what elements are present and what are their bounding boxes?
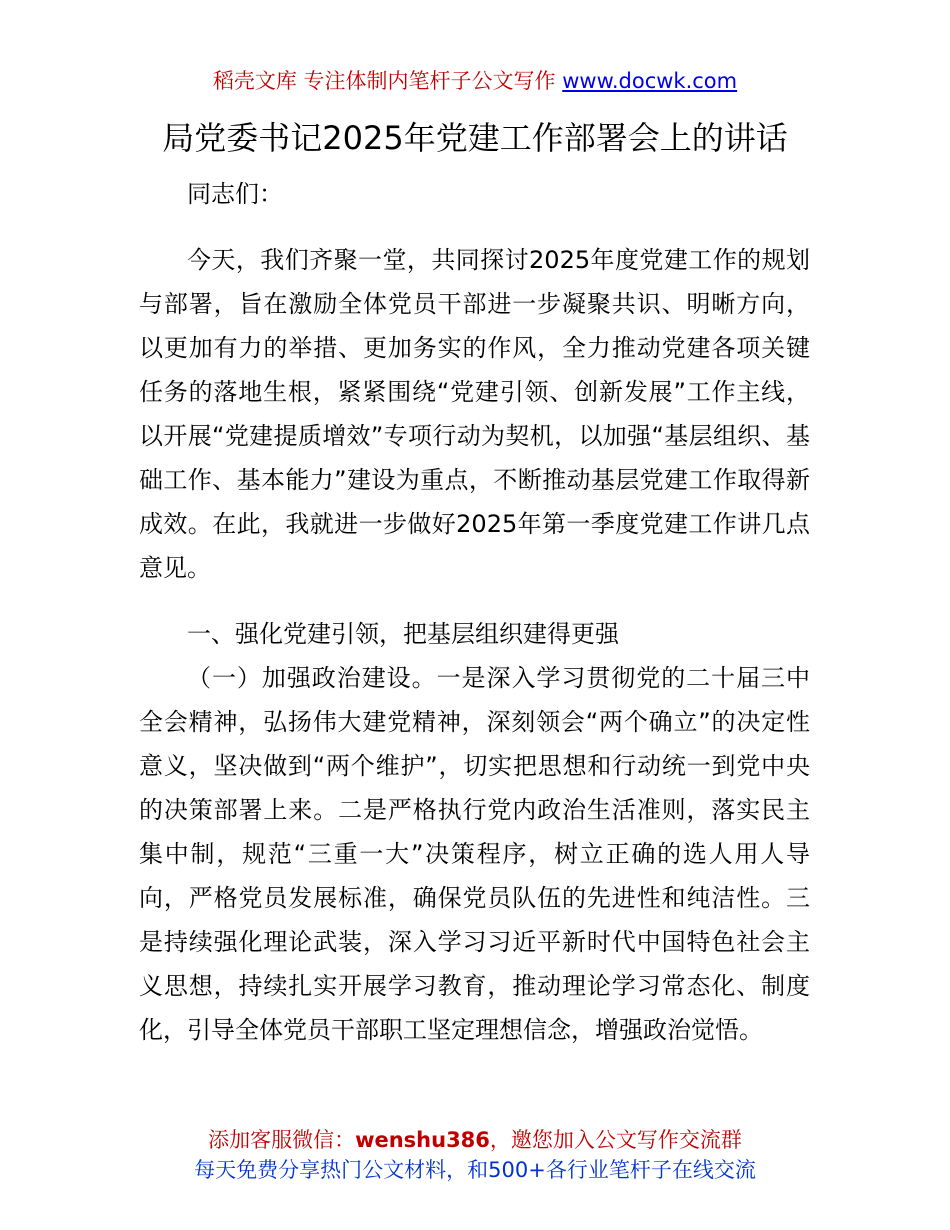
site-url-link[interactable]: www.docwk.com	[562, 69, 738, 93]
site-header	[0, 66, 950, 96]
document-body	[139, 172, 810, 1074]
footer-line-2: 每天免费分享热门公文材料，和500+各行业笔杆子在线交流	[194, 1158, 756, 1182]
promo-footer	[0, 1125, 950, 1185]
greeting: 同志们：	[187, 180, 283, 208]
section-heading: 一、强化党建引领，把基层组织建得更强	[187, 620, 619, 648]
paragraph-intro: 今天，我们齐聚一堂，共同探讨2025年度党建工作的规划与部署，旨在激励全体党员干部进一步凝聚共识、明晰方向，以更加有力的举措、更加务实的作风，全力推动党建各项关键任务的落地生根，紧紧围绕“党建引领、创新发展”工作主线，以开展“党建提质增效”专项行动为契机，以加强“基层组织、基础工作、基本能力”建设为重点，不断推动基层党建工作取得新成效。在此，我就进一步做好2025年第一季度党建工作讲几点意见。	[139, 246, 810, 582]
footer-line-1	[0, 1125, 950, 1155]
footer-prefix: 添加客服微信：	[208, 1128, 356, 1152]
document-title: 局党委书记2025年党建工作部署会上的讲话	[162, 119, 788, 157]
wechat-id: wenshu386	[355, 1128, 490, 1152]
footer-suffix: ，邀您加入公文写作交流群	[489, 1128, 742, 1152]
paragraph-political-building: （一）加强政治建设。一是深入学习贯彻党的二十届三中全会精神，弘扬伟大建党精神，深刻领会“两个确立”的决定性意义，坚决做到“两个维护”，切实把思想和行动统一到党中央的决策部署上来。二是严格执行党内政治生活准则，落实民主集中制，规范“三重一大”决策程序，树立正确的选人用人导向，严格党员发展标准，确保党员队伍的先进性和纯洁性。三是持续强化理论武装，深入学习习近平新时代中国特色社会主义思想，持续扎实开展学习教育，推动理论学习常态化、制度化，引导全体党员干部职工坚定理想信念，增强政治觉悟。	[139, 664, 810, 1044]
site-brand: 稻壳文库 专注体制内笔杆子公文写作	[212, 69, 556, 93]
